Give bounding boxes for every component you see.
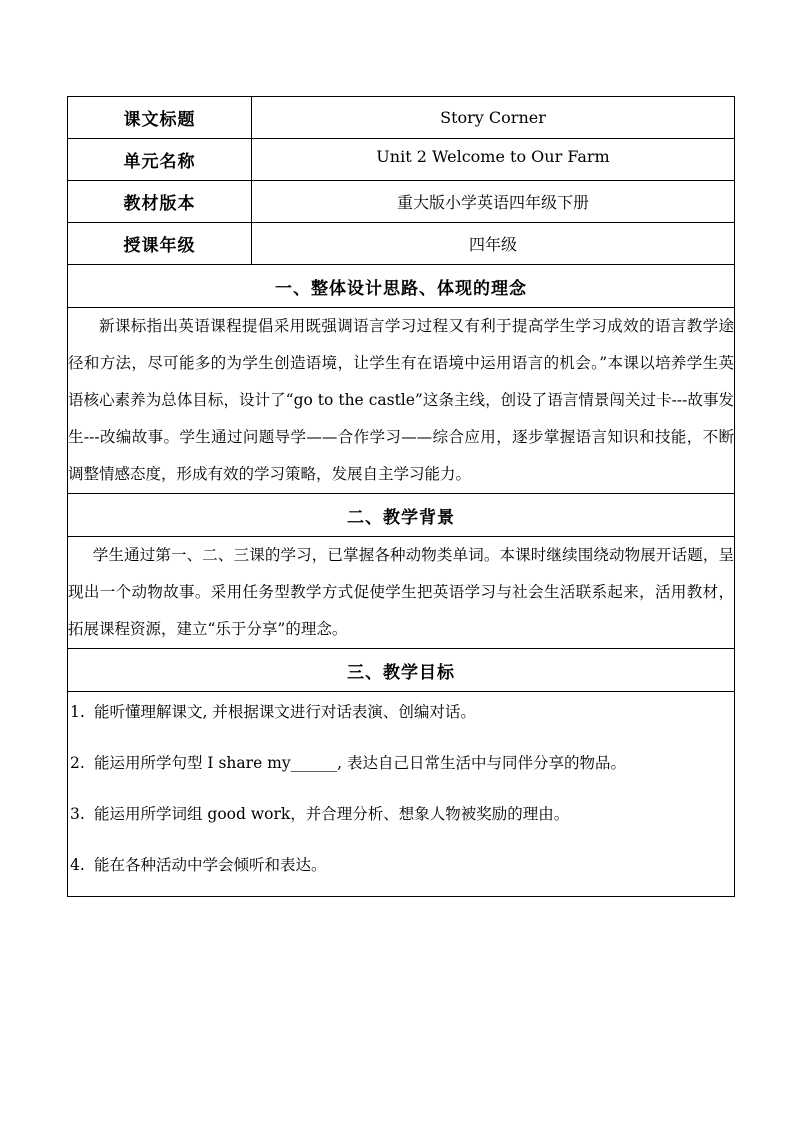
- goal-item: [68, 692, 734, 743]
- info-row-grade: [68, 223, 735, 265]
- value-lesson-title: Story Corner: [252, 97, 735, 139]
- value-unit-name: Unit 2 Welcome to Our Farm: [252, 139, 735, 181]
- goal-item: [68, 743, 734, 794]
- section-title-goals: 三、教学目标: [68, 649, 735, 692]
- section-body-background: [68, 537, 735, 649]
- design-paragraph: 新课标指出英语课程提倡采用既强调语言学习过程又有利于提高学生学习成效的语言教学途径和方法，尽可能多的为学生创造语境，让学生有在语境中运用语言的机会。”本课以培养学生英语核心素养为总体目标，设计了“go to the castle”这条主线，创设了语言情景闯关过卡---故事发生---改编故事。学生通过问题导学——合作学习——综合应用，逐步掌握语言知识和技能，不断调整情感态度，形成有效的学习策略，发展自主学习能力。: [68, 317, 734, 483]
- goal-text: 能在各种活动中学会倾听和表达。: [94, 856, 327, 874]
- section-heading-goals: [68, 649, 735, 692]
- section-heading-background: [68, 494, 735, 537]
- label-lesson-title: 课文标题: [68, 97, 252, 139]
- goal-item: [68, 845, 734, 896]
- info-row-title: [68, 97, 735, 139]
- goal-number: 4.: [70, 856, 85, 874]
- goal-text: 能运用所学句型 I share my______, 表达自己日常生活中与同伴分享的物品。: [94, 754, 626, 772]
- goal-number: 1.: [70, 703, 85, 721]
- goal-number: 2.: [70, 754, 85, 772]
- label-textbook-edition: 教材版本: [68, 181, 252, 223]
- info-row-unit: [68, 139, 735, 181]
- label-unit-name: 单元名称: [68, 139, 252, 181]
- section-body-design: [68, 308, 735, 494]
- section-title-design: 一、整体设计思路、体现的理念: [68, 265, 735, 308]
- goal-text: 能听懂理解课文, 并根据课文进行对话表演、创编对话。: [94, 703, 476, 721]
- goal-item: [68, 794, 734, 845]
- value-grade: 四年级: [252, 223, 735, 265]
- value-textbook-edition: 重大版小学英语四年级下册: [252, 181, 735, 223]
- section-title-background: 二、教学背景: [68, 494, 735, 537]
- goal-text: 能运用所学词组 good work，并合理分析、想象人物被奖励的理由。: [94, 805, 570, 823]
- background-paragraph: 学生通过第一、二、三课的学习，已掌握各种动物类单词。本课时继续围绕动物展开话题，呈现出一个动物故事。采用任务型教学方式促使学生把英语学习与社会生活联系起来，活用教材，拓展课程资源，建立“乐于分享”的理念。: [68, 546, 734, 638]
- lesson-plan-table: [67, 96, 735, 897]
- section-heading-design: [68, 265, 735, 308]
- label-grade: 授课年级: [68, 223, 252, 265]
- goal-number: 3.: [70, 805, 85, 823]
- info-row-edition: [68, 181, 735, 223]
- section-body-goals: [68, 692, 735, 897]
